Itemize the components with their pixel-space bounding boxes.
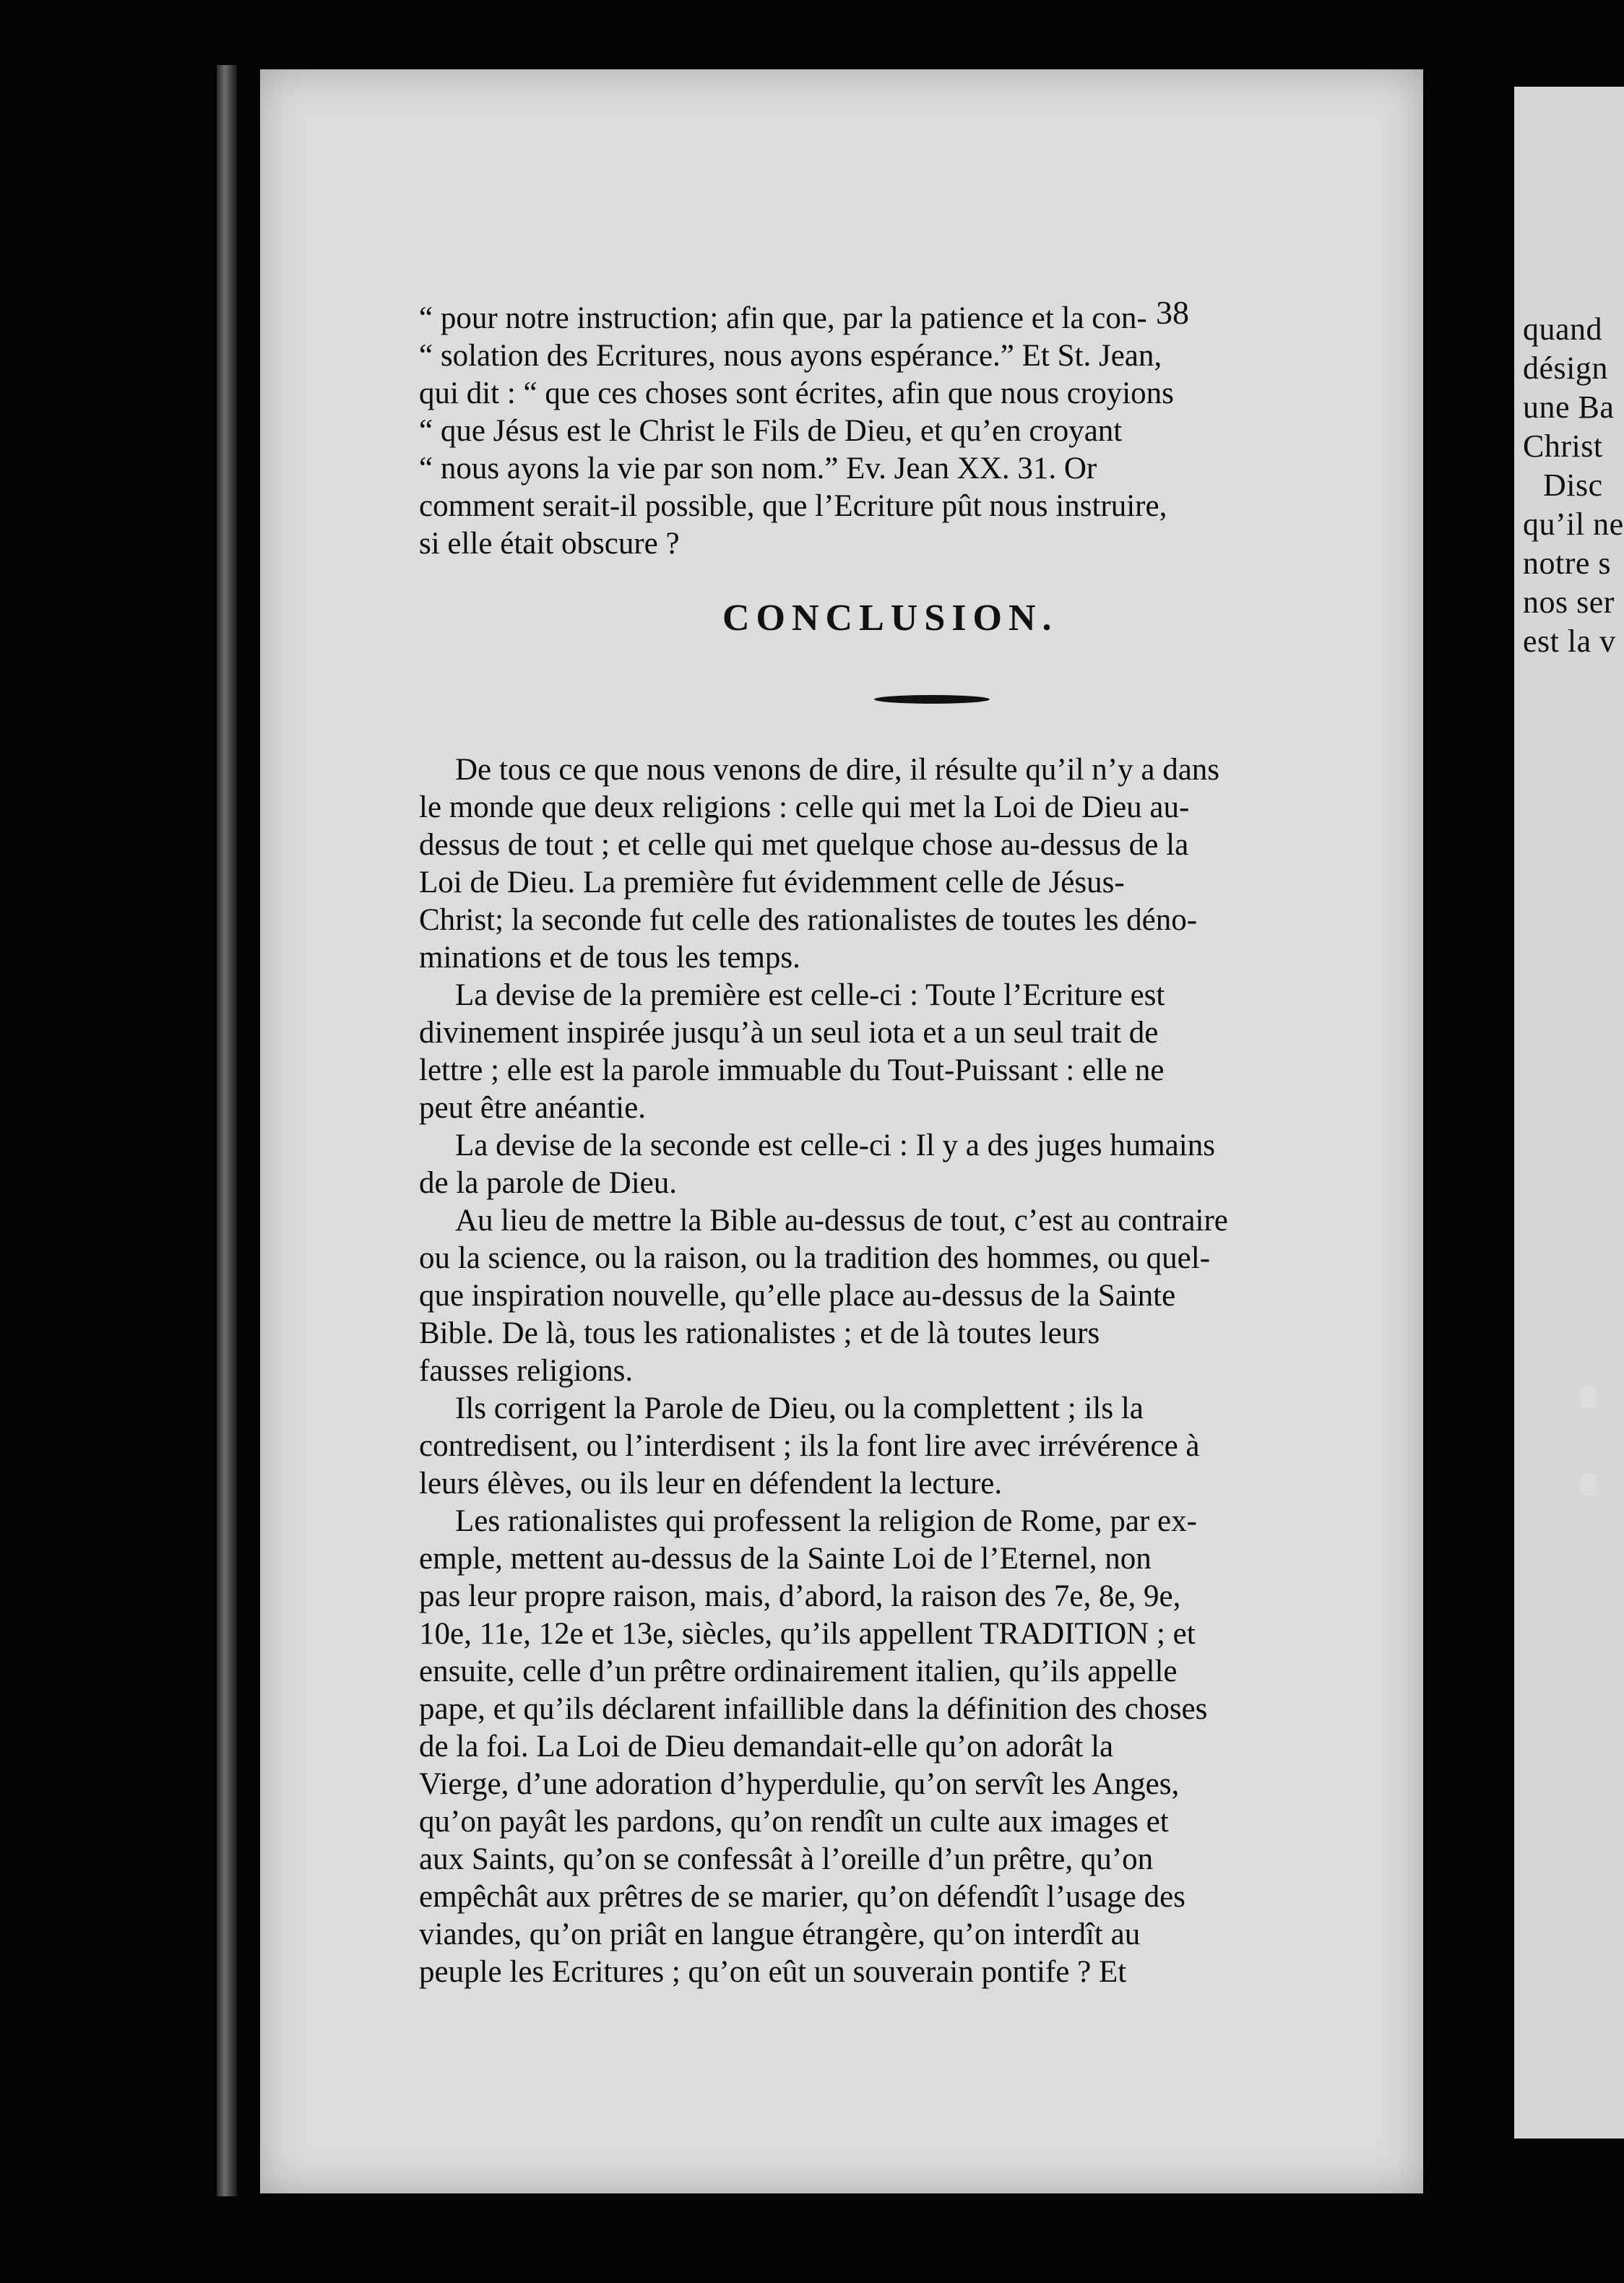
paragraph-line: qu’on payât les pardons, qu’on rendît un culte aux images et [419,1805,1169,1839]
text-line: comment serait-il possible, que l’Ecriture pût nous instruire, [419,489,1167,523]
text-line: “ solation des Ecritures, nous ayons espérance.” Et St. Jean, [419,339,1162,373]
paragraph-line: viandes, qu’on priât en langue étrangère, qu’on interdît au [419,1917,1141,1951]
paragraph-line: Bible. De là, tous les rationalistes ; et de là toutes leurs [419,1316,1100,1350]
facing-page-line: Disc [1543,467,1603,503]
facing-page-line: une Ba [1523,389,1615,425]
page-mark [1581,1386,1597,1407]
paragraph-line: La devise de la première est celle-ci : Toute l’Ecriture est [455,978,1165,1012]
paragraph-line: contredisent, ou l’interdisent ; ils la font lire avec irrévérence à [419,1429,1200,1463]
facing-page-line: notre s [1523,545,1612,581]
text-line: “ que Jésus est le Christ le Fils de Dieu, et qu’en croyant [419,414,1123,448]
facing-page-line: nos ser [1523,584,1615,620]
facing-page-edge [1514,87,1624,2139]
text-line: “ nous ayons la vie par son nom.” Ev. Jean XX. 31. Or [419,452,1097,485]
paragraph-line: ou la science, ou la raison, ou la tradition des hommes, ou quel- [419,1241,1211,1275]
facing-page-line: quand [1523,311,1603,347]
paragraph-line: lettre ; elle est la parole immuable du Tout-Puissant : elle ne [419,1053,1165,1087]
paragraph-line: que inspiration nouvelle, qu’elle place au-dessus de la Sainte [419,1279,1176,1313]
paragraph-line: aux Saints, qu’on se confessât à l’oreille d’un prêtre, qu’on [419,1842,1154,1876]
paragraph-line: Loi de Dieu. La première fut évidemment celle de Jésus- [419,866,1125,899]
paragraph-line: leurs élèves, ou ils leur en défendent la lecture. [419,1467,1003,1501]
paragraph-line: de la parole de Dieu. [419,1166,677,1200]
book-page [260,69,1423,2193]
text-line: qui dit : “ que ces choses sont écrites, afin que nous croyions [419,376,1174,410]
paragraph-line: De tous ce que nous venons de dire, il résulte qu’il n’y a dans [455,753,1220,787]
paragraph-line: ensuite, celle d’un prêtre ordinairement italien, qu’ils appelle [419,1654,1178,1688]
ornamental-rule [874,695,990,704]
paragraph-line: Vierge, d’une adoration d’hyperdulie, qu’on servît les Anges, [419,1767,1180,1801]
paragraph-line: pape, et qu’ils déclarent infaillible dans la définition des choses [419,1692,1208,1726]
paragraph-line: fausses religions. [419,1354,634,1388]
paragraph-line: emple, mettent au-dessus de la Sainte Loi de l’Eternel, non [419,1542,1152,1576]
text-line: “ pour notre instruction; afin que, par la patience et la con- [419,301,1147,335]
text-line: si elle était obscure ? [419,527,680,561]
paragraph-line: de la foi. La Loi de Dieu demandait-elle qu’on adorât la [419,1730,1114,1764]
page-number: 38 [1156,294,1189,331]
paragraph-line: 10e, 11e, 12e et 13e, siècles, qu’ils appellent TRADITION ; et [419,1617,1196,1651]
paragraph-line: pas leur propre raison, mais, d’abord, la raison des 7e, 8e, 9e, [419,1579,1181,1613]
facing-page-line: Christ [1523,428,1603,464]
facing-page-line: qu’il ne [1523,506,1624,542]
paragraph-line: peuple les Ecritures ; qu’on eût un souverain pontife ? Et [419,1955,1127,1989]
paragraph-line: Les rationalistes qui professent la religion de Rome, par ex- [455,1504,1197,1538]
section-heading: CONCLUSION. [722,597,1058,639]
paragraph-line: La devise de la seconde est celle-ci : Il y a des juges humains [455,1128,1215,1162]
paragraph-line: empêchât aux prêtres de se marier, qu’on défendît l’usage des [419,1880,1185,1914]
paragraph-line: Au lieu de mettre la Bible au-dessus de tout, c’est au contraire [455,1204,1228,1238]
book-spine-edge [217,65,237,2196]
facing-page-line: est la v [1523,623,1616,659]
paragraph-line: minations et de tous les temps. [419,941,800,975]
facing-page-line: désign [1523,350,1608,386]
paragraph-line: peut être anéantie. [419,1091,646,1125]
paragraph-line: Christ; la seconde fut celle des rationalistes de toutes les déno- [419,903,1198,937]
paragraph-line: divinement inspirée jusqu’à un seul iota et a un seul trait de [419,1016,1159,1050]
paragraph-line: dessus de tout ; et celle qui met quelque chose au-dessus de la [419,828,1189,862]
paragraph-line: le monde que deux religions : celle qui met la Loi de Dieu au- [419,790,1190,824]
paragraph-line: Ils corrigent la Parole de Dieu, ou la complettent ; ils la [455,1391,1144,1425]
page-mark [1581,1474,1597,1496]
